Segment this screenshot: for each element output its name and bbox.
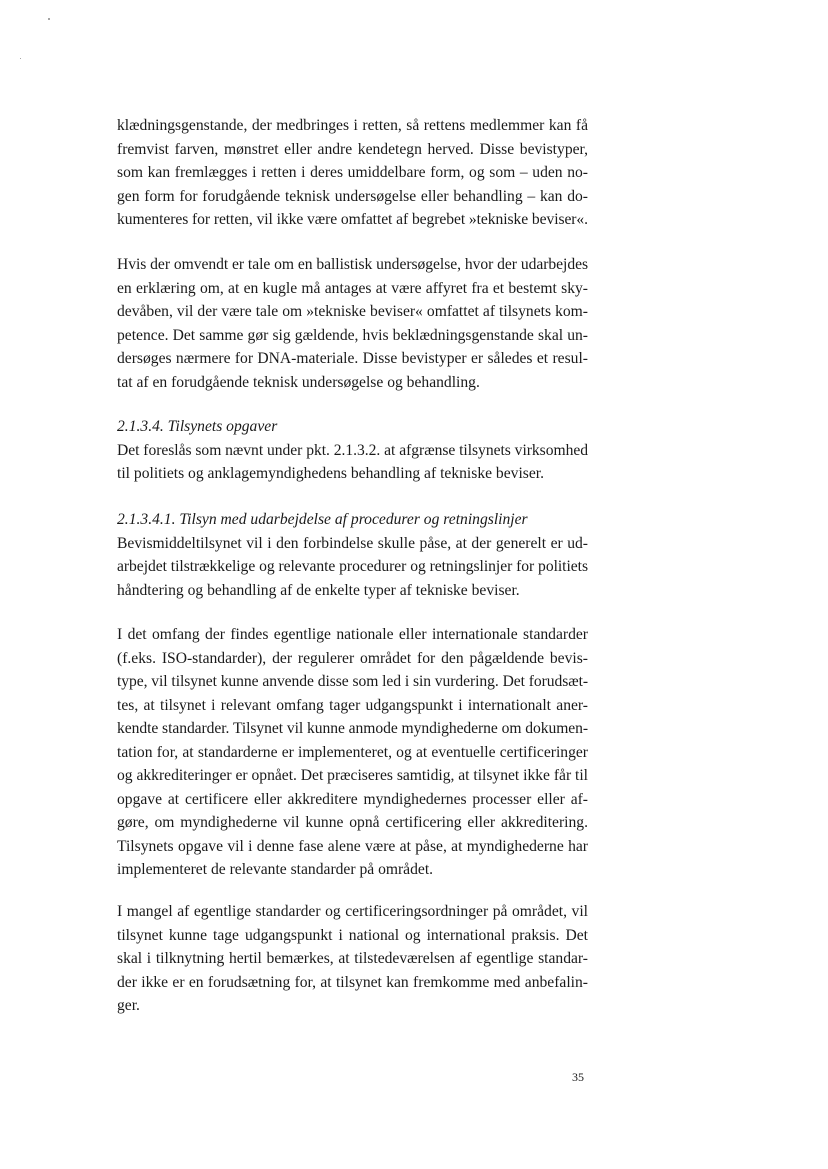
section-heading: 2.1.3.4. Tilsynets opgaver: [117, 418, 278, 435]
paragraph-5: [117, 623, 588, 882]
paragraph-2: [117, 253, 588, 394]
paragraph-line: Hvis der omvendt er tale om en ballistisk undersøgelse, hvor der udarbejdes: [117, 256, 588, 273]
paragraph-line: devåben, vil der være tale om »tekniske beviser« omfattet af tilsynets kom-: [117, 303, 588, 320]
paragraph-line: en erklæring om, at en kugle må antages at være affyret fra et bestemt sky-: [117, 279, 588, 297]
section-2-1-3-4: [117, 415, 588, 486]
paragraph-line: implementeret de relevante standarder på området.: [117, 861, 434, 878]
paragraph-line: ger.: [117, 997, 140, 1014]
scan-speck: [48, 18, 50, 20]
paragraph-line: dersøges nærmere for DNA-materiale. Disse bevistyper er således et resul-: [117, 350, 588, 367]
scan-speck: [20, 58, 21, 59]
paragraph-line: tilsynet kunne tage udgangspunkt i national og international praksis. Det: [117, 926, 588, 944]
page-number: 35: [572, 1070, 584, 1084]
paragraph-line: tat af en forudgående teknisk undersøgelse og behandling.: [117, 373, 480, 391]
paragraph-line: (f.eks. ISO-standarder), der regulerer området for den pågældende bevis-: [117, 649, 588, 667]
paragraph-line: petence. Det samme gør sig gældende, hvis beklædningsgenstande skal un-: [117, 326, 588, 344]
paragraph-line: kumenteres for retten, vil ikke være omfattet af begrebet »tekniske beviser«.: [117, 211, 588, 228]
paragraph-line: skal i tilknytning hertil bemærkes, at tilstedeværelsen af egentlige standar-: [117, 950, 588, 967]
paragraph-line: type, vil tilsynet kunne anvende disse som led i sin vurdering. Det forudsæt-: [117, 673, 588, 690]
paragraph-line: Det foreslås som nævnt under pkt. 2.1.3.2. at afgrænse tilsynets virksomhed: [117, 441, 588, 459]
paragraph-line: I det omfang der findes egentlige nationale eller internationale standarder: [117, 626, 588, 643]
paragraph-line: som kan fremlægges i retten i deres umiddelbare form, og som – uden no-: [117, 164, 588, 181]
section-2-1-3-4-1: [117, 508, 588, 602]
paragraph-line: Bevismiddeltilsynet vil i den forbindelse skulle påse, at der generelt er ud-: [117, 534, 588, 552]
paragraph-line: tation for, at standarderne er implementeret, og at eventuelle certificeringer: [117, 743, 588, 761]
paragraph-line: Tilsynets opgave vil i denne fase alene være at påse, at myndighederne har: [117, 837, 588, 855]
paragraph-line: og akkrediteringer er opnået. Det præciseres samtidig, at tilsynet ikke får til: [117, 767, 589, 784]
paragraph-line: klædningsgenstande, der medbringes i retten, så rettens medlemmer kan få: [117, 117, 588, 134]
paragraph-6: [117, 900, 588, 1018]
paragraph-line: til politiets og anklagemyndighedens behandling af tekniske beviser.: [117, 465, 545, 482]
paragraph-line: håndtering og behandling af de enkelte typer af tekniske beviser.: [117, 581, 520, 599]
paragraph-line: tes, at tilsynet i relevant omfang tager udgangspunkt i internationalt aner-: [117, 696, 588, 714]
paragraph-line: arbejdet tilstrækkelige og relevante procedurer og retningslinjer for politiets: [117, 558, 588, 575]
paragraph-line: gen form for forudgående teknisk undersøgelse eller behandling – kan do-: [117, 187, 588, 205]
section-heading: 2.1.3.4.1. Tilsyn med udarbejdelse af procedurer og retningslinjer: [117, 511, 528, 528]
paragraph-line: I mangel af egentlige standarder og certificeringsordninger på området, vil: [117, 903, 588, 920]
paragraph-line: kendte standarder. Tilsynet vil kunne anmode myndighederne om dokumen-: [117, 720, 589, 737]
paragraph-line: fremvist farven, mønstret eller andre kendetegn herved. Disse bevistyper,: [117, 140, 588, 158]
paragraph-line: der ikke er en forudsætning for, at tilsynet kan fremkomme med anbefalin-: [117, 973, 588, 991]
paragraph-line: gøre, om myndighederne vil kunne opnå certificering eller akkreditering.: [117, 814, 588, 831]
paragraph-line: opgave at certificere eller akkreditere myndighedernes processer eller af-: [117, 790, 588, 808]
paragraph-1: [117, 114, 588, 232]
